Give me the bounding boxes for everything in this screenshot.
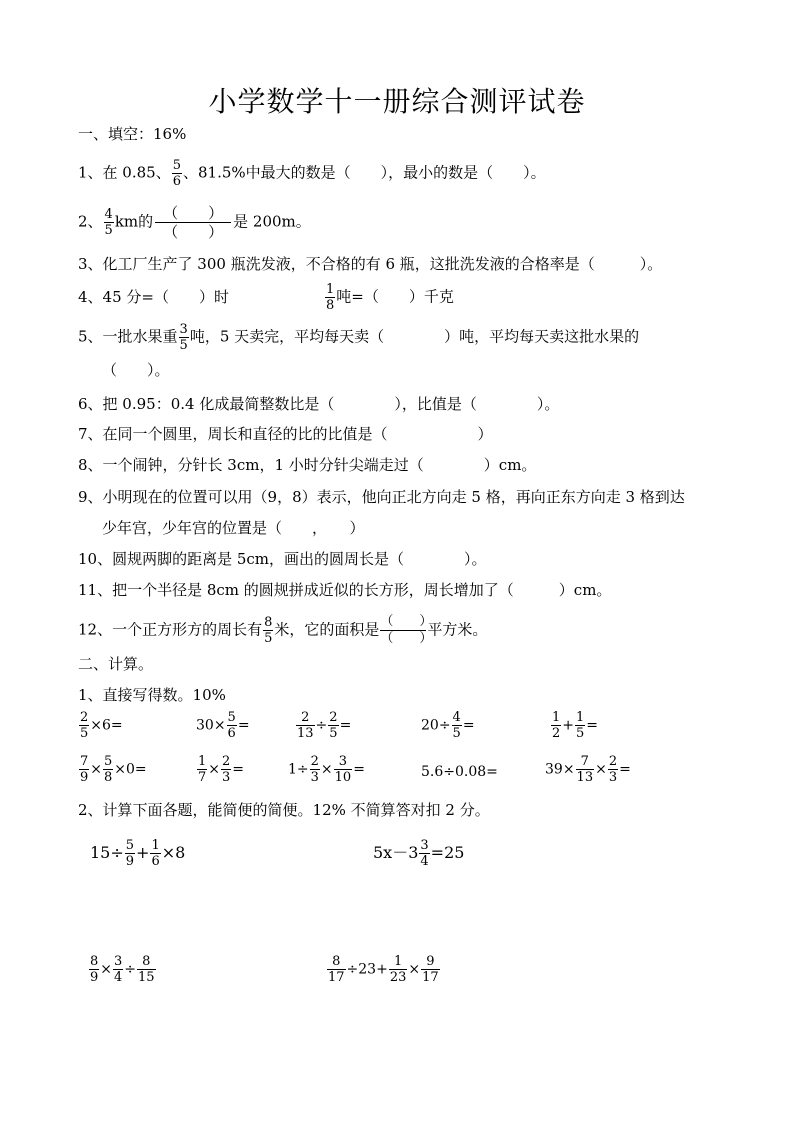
fraction-numerator: 1 (389, 954, 408, 970)
q2-fraction-numerator: 4 (104, 207, 113, 222)
question-6: 6、把 0.95：0.4 化成最简整数比是（ ），比值是（ ）。 (78, 395, 560, 413)
fraction-denominator: 4 (420, 854, 429, 869)
fraction-denominator: 3 (608, 770, 618, 785)
fraction-denominator: 5 (576, 726, 585, 741)
q4-fraction (325, 282, 335, 313)
fraction-numerator: 8 (327, 954, 346, 970)
section-heading-calculation: 二、计算。 (78, 655, 154, 673)
question-1 (78, 158, 546, 189)
calc-text: 1÷ (288, 761, 309, 778)
fraction-numerator: 5 (227, 710, 236, 725)
calc-operator: × (408, 961, 421, 978)
q12-text-c: 平方米。 (427, 620, 488, 639)
q1-fraction-numerator: 5 (172, 158, 181, 173)
calc-text: 5.6÷0.08= (421, 764, 498, 780)
expression-4 (326, 954, 441, 985)
calc-text: =25 (430, 843, 465, 862)
fraction-numerator: 2 (329, 710, 338, 725)
fraction-denominator: 13 (576, 770, 594, 785)
fraction-denominator: 17 (422, 970, 439, 985)
q2-text-b: km的 (114, 212, 154, 231)
question-9-continued: 少年宫，少年宫的位置是（ ， ） (102, 519, 365, 537)
calc-operator: × (90, 761, 103, 778)
question-7: 7、在同一个圆里，周长和直径的比的比值是（ ） (78, 425, 493, 443)
calc-item (196, 710, 250, 741)
fraction-numerator: 8 (137, 954, 156, 970)
question-4 (78, 282, 454, 313)
q1-text-b: 、81.5%中最大的数是（ ），最小的数是（ ）。 (183, 163, 546, 182)
q12-fraction (263, 615, 273, 646)
q4-fraction-denominator: 8 (326, 298, 335, 313)
fraction-denominator: 9 (80, 770, 89, 785)
calc-text: = (232, 761, 245, 778)
calc-text: = (619, 761, 631, 778)
fraction-denominator: 9 (125, 854, 135, 869)
question-12 (78, 614, 487, 647)
fraction-denominator: 3 (310, 770, 319, 785)
calc-text: = (586, 717, 599, 734)
q4-text-a: 4、45 分=（ ）时 (78, 287, 229, 306)
fraction-numerator: 4 (452, 710, 461, 725)
q12-text-b: 米，它的面积是 (274, 620, 380, 639)
q12-blank-denominator: （ ） (380, 631, 433, 646)
expression-3 (88, 954, 157, 985)
calc-text: ×0= (114, 761, 147, 778)
fraction-numerator: 2 (296, 710, 315, 726)
fraction-numerator: 7 (80, 754, 89, 769)
fraction-numerator: 1 (576, 710, 585, 725)
q4-text-b: 吨=（ ）千克 (336, 287, 454, 306)
q2-fraction-denominator: 5 (104, 223, 113, 238)
calc-text: 15÷ (90, 843, 124, 862)
calc-item (421, 764, 498, 780)
q2-text-a: 2、 (78, 212, 103, 231)
calc-text: 5x－3 (373, 843, 419, 862)
calc-item (196, 754, 244, 785)
fraction-denominator: 7 (198, 770, 207, 785)
calc-operator: ÷ (315, 717, 328, 734)
expression-2 (373, 838, 464, 869)
calc-item (295, 710, 351, 741)
calc-item (78, 754, 147, 785)
calc-item (421, 710, 475, 741)
calc-text: 39× (545, 761, 575, 778)
q12-blank-fraction (380, 614, 433, 647)
fraction-denominator: 9 (90, 970, 99, 985)
q5-fraction (179, 322, 189, 353)
fraction-numerator: 5 (125, 838, 135, 853)
q5-text-b: 吨，5 天卖完，平均每天卖（ ）吨，平均每天卖这批水果的 (189, 327, 640, 346)
fraction-numerator: 2 (80, 710, 89, 725)
fraction-numerator: 1 (151, 838, 160, 853)
calc-text: ×8 (161, 843, 186, 862)
q1-fraction (172, 158, 182, 189)
fraction-denominator: 17 (328, 970, 345, 985)
calc-operator: + (562, 717, 575, 734)
calc-text: = (339, 717, 352, 734)
calc-operator: × (595, 761, 607, 778)
calc-item (288, 754, 365, 785)
calc-text: = (237, 717, 250, 734)
fraction-denominator: 8 (104, 770, 113, 785)
q5-text-a: 5、一批水果重 (78, 327, 178, 346)
fraction-denominator: 10 (334, 770, 352, 785)
calc-operator: + (136, 843, 150, 862)
fraction-denominator: 6 (151, 854, 160, 869)
question-9: 9、小明现在的位置可以用（9，8）表示，他向正北方向走 5 格，再向正东方向走 3 格到达 (78, 488, 685, 506)
calc-operator: × (208, 761, 221, 778)
q12-fraction-numerator: 8 (264, 615, 273, 630)
subheading-simplify: 2、计算下面各题，能简便的简便。12% 不简算答对扣 2 分。 (78, 801, 490, 819)
question-11: 11、把一个半径是 8cm 的圆规拼成近似的长方形，周长增加了（ ）cm。 (78, 581, 612, 599)
fraction-denominator: 3 (222, 770, 231, 785)
subheading-direct-answers: 1、直接写得数。10% (78, 686, 226, 704)
q1-fraction-denominator: 6 (172, 174, 181, 189)
calc-text: 20÷ (421, 717, 451, 734)
q2-blank-fraction (155, 204, 231, 241)
q2-blank-numerator: （ ） (155, 204, 231, 223)
q5-fraction-denominator: 5 (179, 338, 188, 353)
fraction-numerator: 1 (552, 710, 561, 725)
calc-text: = (462, 717, 475, 734)
question-5-continued: （ ）。 (102, 361, 170, 379)
q1-text-a: 1、在 0.85、 (78, 163, 171, 182)
question-5 (78, 322, 639, 353)
fraction-numerator: 5 (104, 754, 113, 769)
calc-text: 30× (196, 717, 226, 734)
fraction-denominator: 5 (80, 726, 89, 741)
fraction-denominator: 5 (329, 726, 338, 741)
q12-fraction-denominator: 5 (264, 631, 273, 646)
fraction-numerator: 3 (114, 954, 123, 969)
question-3: 3、化工厂生产了 300 瓶洗发液，不合格的有 6 瓶，这批洗发液的合格率是（ ）。 (78, 255, 663, 273)
fraction-numerator: 3 (420, 838, 429, 853)
q2-text-c: 是 200m。 (233, 212, 311, 231)
fraction-numerator: 1 (198, 754, 207, 769)
fraction-denominator: 23 (389, 970, 407, 985)
fraction-denominator: 13 (297, 726, 314, 741)
fraction-numerator: 2 (608, 754, 618, 769)
fraction-denominator: 6 (227, 726, 236, 741)
question-10: 10、圆规两脚的距离是 5cm，画出的圆周长是（ ）。 (78, 550, 487, 568)
fraction-denominator: 5 (452, 726, 461, 741)
q12-blank-numerator: （ ） (380, 614, 433, 629)
calc-operator: ÷23+ (346, 961, 388, 978)
fraction-denominator: 2 (552, 726, 561, 741)
question-8: 8、一个闹钟，分针长 3cm，1 小时分针尖端走过（ ）cm。 (78, 456, 537, 474)
fraction-numerator: 9 (421, 954, 440, 970)
calc-item (545, 754, 631, 785)
calc-operator: × (320, 761, 333, 778)
calc-item (550, 710, 598, 741)
fraction-numerator: 2 (310, 754, 319, 769)
q2-blank-denominator: （ ） (163, 223, 224, 241)
calc-item (78, 710, 123, 741)
calc-operator: × (100, 961, 113, 978)
calc-text: = (353, 761, 365, 778)
fraction-numerator: 2 (222, 754, 231, 769)
question-2 (78, 204, 311, 241)
fraction-denominator: 4 (114, 970, 123, 985)
calc-text: ×6= (90, 717, 123, 734)
expression-1 (90, 838, 185, 869)
q2-fraction (104, 207, 114, 238)
fraction-numerator: 7 (576, 754, 595, 770)
page-title: 小学数学十一册综合测评试卷 (208, 85, 586, 118)
calc-operator: ÷ (124, 961, 137, 978)
q4-fraction-numerator: 1 (326, 282, 335, 297)
fraction-denominator: 15 (138, 970, 155, 985)
q12-text-a: 12、一个正方形方的周长有 (78, 620, 263, 639)
section-heading-fill-in: 一、填空：16% (78, 125, 187, 143)
fraction-numerator: 8 (90, 954, 99, 969)
q5-fraction-numerator: 3 (179, 322, 188, 337)
fraction-numerator: 3 (334, 754, 353, 770)
